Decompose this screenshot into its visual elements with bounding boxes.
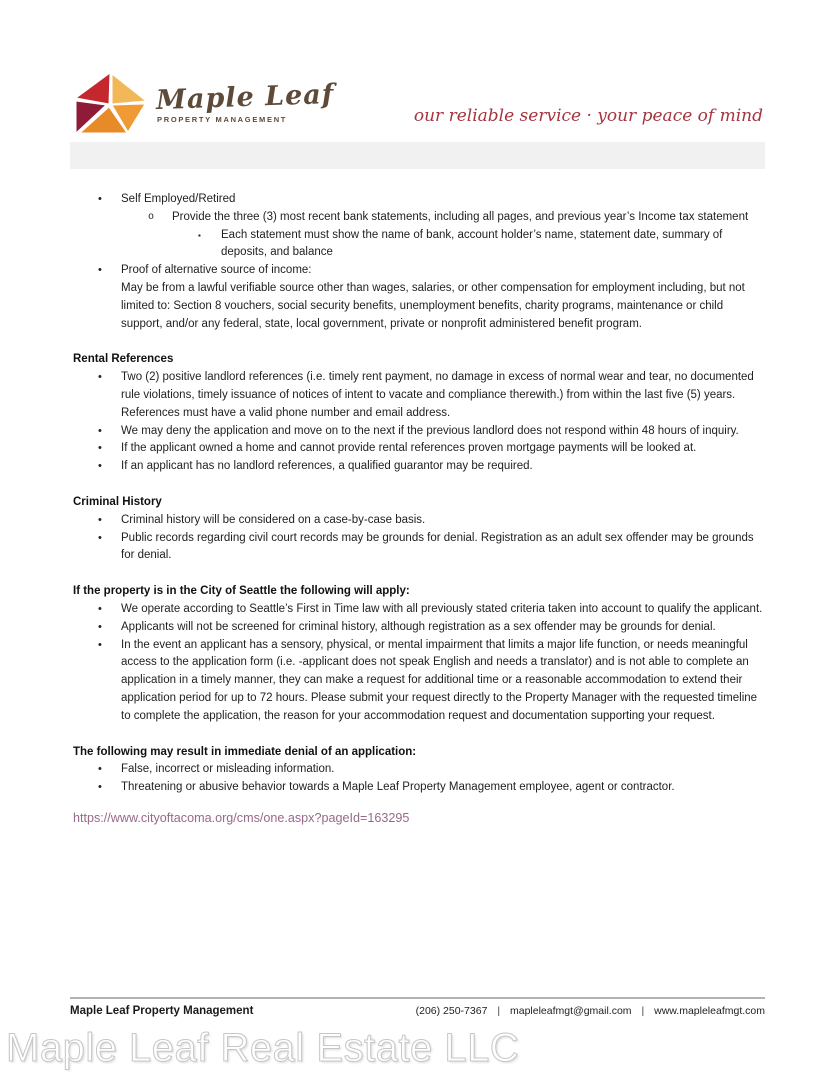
section-seattle <box>73 583 765 725</box>
footer-separator: | <box>641 1005 645 1017</box>
footer-contact <box>416 1005 765 1017</box>
section-heading: The following may result in immediate denial of an application: <box>73 745 417 758</box>
list-item-text: Each statement must show the name of bank, account holder’s name, statement date, summary of deposits, and balance <box>221 228 723 259</box>
logo-triangle-red <box>76 73 110 104</box>
bullet-icon: • <box>98 371 102 384</box>
list-item <box>73 601 765 619</box>
logo-triangle-gold <box>112 74 146 104</box>
list-item <box>73 512 765 530</box>
list-item <box>73 423 765 441</box>
section-rental-references <box>73 351 765 476</box>
list-item <box>73 458 765 476</box>
list-item-text: In the event an applicant has a sensory, physical, or mental impairment that limits a major life function, or needs meaningful access to the application form (i.e. -applicant does not speak English and needs a translator) and is not able to complete an application in a timely manner, they can make a request for additional time or a reasonable accommodation to extend their application period for up to 72 hours. Please submit your request directly to the Property Manager with the requested timeline to complete the application, the reason for your accommodation request and documentation supporting your request. <box>121 638 758 722</box>
list-item <box>73 637 765 726</box>
list-item-text: If an applicant has no landlord references, a qualified guarantor may be required. <box>121 460 533 473</box>
list-item <box>73 209 765 227</box>
list-item-text: Proof of alternative source of income: <box>121 264 312 277</box>
bullet-icon: • <box>98 460 102 473</box>
section-criminal-history <box>73 494 765 565</box>
list-item <box>73 191 765 209</box>
list-item-text: Threatening or abusive behavior towards a Maple Leaf Property Management employee, agent or contractor. <box>121 781 675 794</box>
bullet-icon: • <box>98 424 102 437</box>
list-item-continuation: May be from a lawful verifiable source other than wages, salaries, or other compensation for employment including, but not limited to: Section 8 vouchers, social security benefits, unemployment benefits, charity programs, maintenance or child support, and/or any federal, state, local government, private or nonprofit administered benefit program. <box>121 281 745 330</box>
footer <box>70 997 765 1017</box>
footer-email[interactable]: mapleleafmgt@gmail.com <box>510 1005 632 1017</box>
list-item <box>73 369 765 422</box>
bullet-icon: • <box>98 193 102 205</box>
bullet-icon: • <box>98 602 102 615</box>
bullet-icon: • <box>98 513 102 526</box>
list-item <box>73 530 765 566</box>
bullet-icon: • <box>98 442 102 455</box>
brand-name: Maple Leaf <box>155 78 335 117</box>
list-item <box>73 440 765 458</box>
bullet-icon: • <box>98 781 102 794</box>
watermark-text: Maple Leaf Real Estate LLC <box>6 1026 520 1070</box>
list-item-text: Two (2) positive landlord references (i.e. timely rent payment, no damage in excess of normal wear and tear, no documented rule violations, timely issuance of notices of intent to vacate and compliance therewith.) from within the last five (5) years. References must have a valid phone number and email address. <box>121 371 754 419</box>
section-income <box>73 191 765 333</box>
brand-subtitle: PROPERTY MANAGEMENT <box>157 115 288 124</box>
logo-house-icon <box>75 71 149 135</box>
bullet-icon: • <box>98 638 102 651</box>
footer-website[interactable]: www.mapleleafmgt.com <box>654 1005 765 1017</box>
list-item-text: Applicants will not be screened for criminal history, although registration as a sex offender may be grounds for denial. <box>121 620 716 633</box>
list-item-text: We may deny the application and move on to the next if the previous landlord does not respond within 48 hours of inquiry. <box>121 424 739 437</box>
list-item-text: Criminal history will be considered on a case-by-case basis. <box>121 513 426 526</box>
tagline: our reliable service · your peace of mind <box>413 106 763 126</box>
square-bullet-icon: ▪ <box>198 230 201 240</box>
footer-separator: | <box>497 1005 501 1017</box>
cityoftacoma-link[interactable]: https://www.cityoftacoma.org/cms/one.aspx?pageId=163295 <box>73 810 410 825</box>
list-item-text: Provide the three (3) most recent bank statements, including all pages, and previous year’s Income tax statement <box>172 210 749 223</box>
bullet-icon: • <box>98 264 102 277</box>
list-item-text: We operate according to Seattle’s First in Time law with all previously stated criteria taken into account to qualify the applicant. <box>121 602 763 615</box>
footer-company-name: Maple Leaf Property Management <box>70 1005 254 1017</box>
section-heading: Rental References <box>73 353 174 366</box>
list-item <box>73 262 765 333</box>
bullet-icon: • <box>98 763 102 776</box>
footer-phone: (206) 250-7367 <box>415 1005 488 1017</box>
section-heading: If the property is in the City of Seattle the following will apply: <box>73 585 410 598</box>
list-item <box>73 227 765 263</box>
list-item-text: Self Employed/Retired <box>121 193 236 205</box>
document-body <box>73 191 765 829</box>
header-divider-band <box>70 142 765 169</box>
section-immediate-denial <box>73 744 765 797</box>
list-item <box>73 619 765 637</box>
circle-bullet-icon: o <box>148 211 155 223</box>
list-item-text: False, incorrect or misleading information. <box>121 763 335 776</box>
list-item-text: Public records regarding civil court records may be grounds for denial. Registration as an adult sex offender may be grounds for denial. <box>121 531 754 562</box>
bullet-icon: • <box>98 531 102 544</box>
list-item <box>73 761 765 779</box>
bullet-icon: • <box>98 620 102 633</box>
list-item-text: If the applicant owned a home and cannot provide rental references proven mortgage payments will be looked at. <box>121 442 697 455</box>
list-item <box>73 779 765 797</box>
section-heading: Criminal History <box>73 495 162 508</box>
